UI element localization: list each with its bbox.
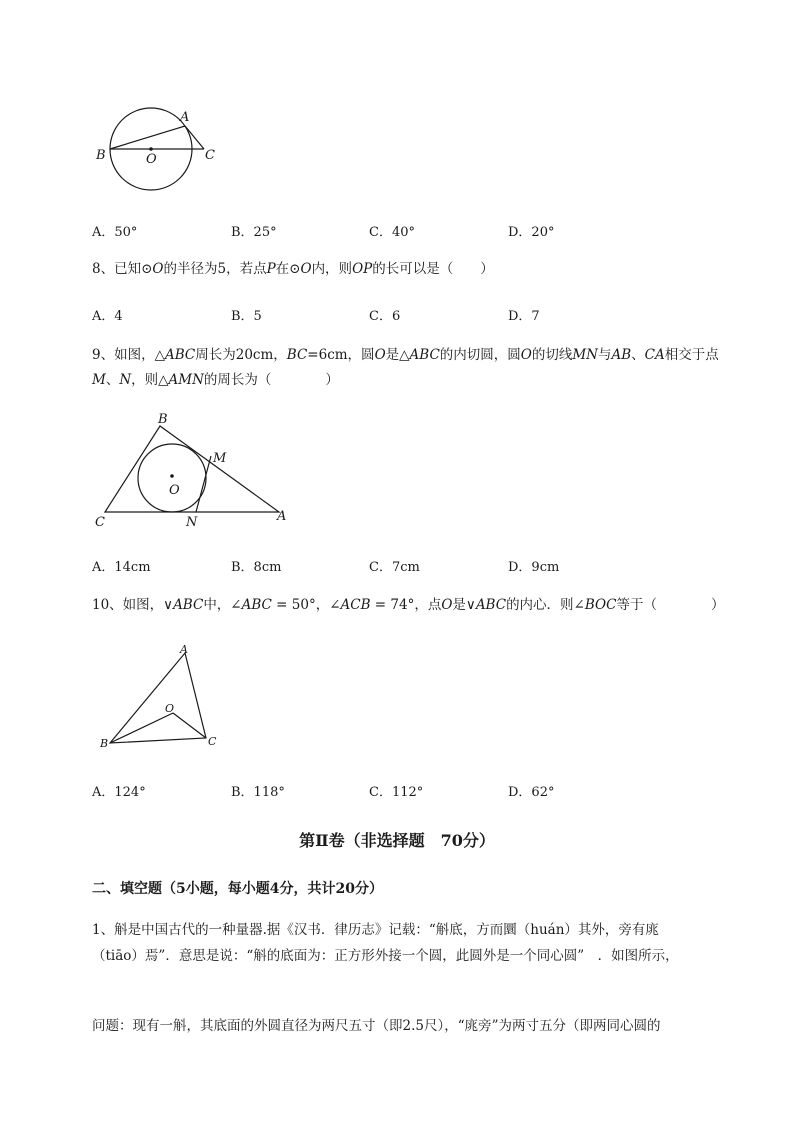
label-o: O bbox=[169, 483, 180, 498]
q9-option-d: D．9cm bbox=[508, 560, 560, 575]
q9-option-b: B．8cm bbox=[231, 560, 282, 575]
label-a: A bbox=[180, 643, 188, 656]
q9-stem-line2: M、N，则△AMN的周长为（ ） bbox=[92, 372, 339, 388]
label-o: O bbox=[146, 152, 157, 167]
label-c: C bbox=[95, 515, 105, 530]
incircle-figure-q9 bbox=[90, 412, 300, 532]
q10-option-c: C．112° bbox=[369, 785, 424, 800]
segment-ac bbox=[185, 126, 204, 149]
center-point bbox=[170, 474, 174, 478]
segment-bo bbox=[110, 713, 173, 743]
triangle-abc bbox=[110, 653, 206, 743]
fill-q1-line3: 问题：现有一斛，其底面的外圆直径为两尺五寸（即2.5尺），“庣旁”为两寸五分（即两同心圆的 bbox=[92, 1018, 661, 1034]
label-c: C bbox=[208, 735, 217, 748]
q8-option-d: D．7 bbox=[508, 309, 540, 324]
center-point bbox=[149, 147, 153, 151]
label-a: A bbox=[180, 110, 190, 125]
label-c: C bbox=[205, 148, 215, 163]
fill-q1-line1: 1、斛是中国古代的一种量器.据《汉书．律历志》记载：“斛底，方而圜（huán）其外，旁有庣 bbox=[92, 922, 659, 938]
incenter-figure-q10 bbox=[95, 640, 230, 755]
incircle-o bbox=[138, 444, 206, 512]
label-b: B bbox=[158, 412, 168, 427]
fill-q1-line2: （tiāo）焉”．意思是说：“斛的底面为：正方形外接一个圆，此圆外是一个同心圆” ．如图所示， bbox=[92, 948, 679, 964]
q10-option-d: D．62° bbox=[508, 785, 555, 800]
q10-stem: 10、如图，∨ABC中，∠ABC = 50°，∠ACB = 74°，点O是∨ABC的内心．则∠BOC等于（ ） bbox=[92, 597, 725, 613]
label-a: A bbox=[277, 509, 287, 524]
q9-stem-line1: 9、如图，△ABC周长为20cm，BC=6cm，圆O是△ABC的内切圆，圆O的切线MN与AB、CA相交于点 bbox=[92, 347, 719, 363]
q9-option-a: A．14cm bbox=[92, 560, 151, 575]
q7-option-c: C．40° bbox=[369, 225, 415, 240]
label-m: M bbox=[213, 451, 227, 466]
q7-option-b: B．25° bbox=[231, 225, 277, 240]
q8-stem: 8、已知⊙O的半径为5，若点P在⊙O内，则OP的长可以是（ ） bbox=[92, 261, 494, 277]
q8-option-a: A．4 bbox=[92, 309, 123, 324]
label-b: B bbox=[100, 737, 109, 750]
q7-option-a: A．50° bbox=[92, 225, 138, 240]
q8-option-b: B．5 bbox=[231, 309, 262, 324]
fill-in-heading: 二、填空题（5小题，每小题4分，共计20分） bbox=[92, 881, 383, 897]
q8-option-c: C．6 bbox=[369, 309, 401, 324]
segment-ba bbox=[110, 126, 185, 149]
triangle-abc bbox=[105, 426, 279, 512]
q9-option-c: C．7cm bbox=[369, 560, 420, 575]
q7-option-d: D．20° bbox=[508, 225, 555, 240]
label-o: O bbox=[165, 702, 175, 715]
q10-option-b: B．118° bbox=[231, 785, 285, 800]
label-n: N bbox=[186, 515, 198, 530]
label-b: B bbox=[96, 148, 106, 163]
circle-figure-q7 bbox=[92, 105, 232, 195]
q10-option-a: A．124° bbox=[92, 785, 146, 800]
section-title: 第Ⅱ卷（非选择题 70分） bbox=[299, 831, 495, 850]
